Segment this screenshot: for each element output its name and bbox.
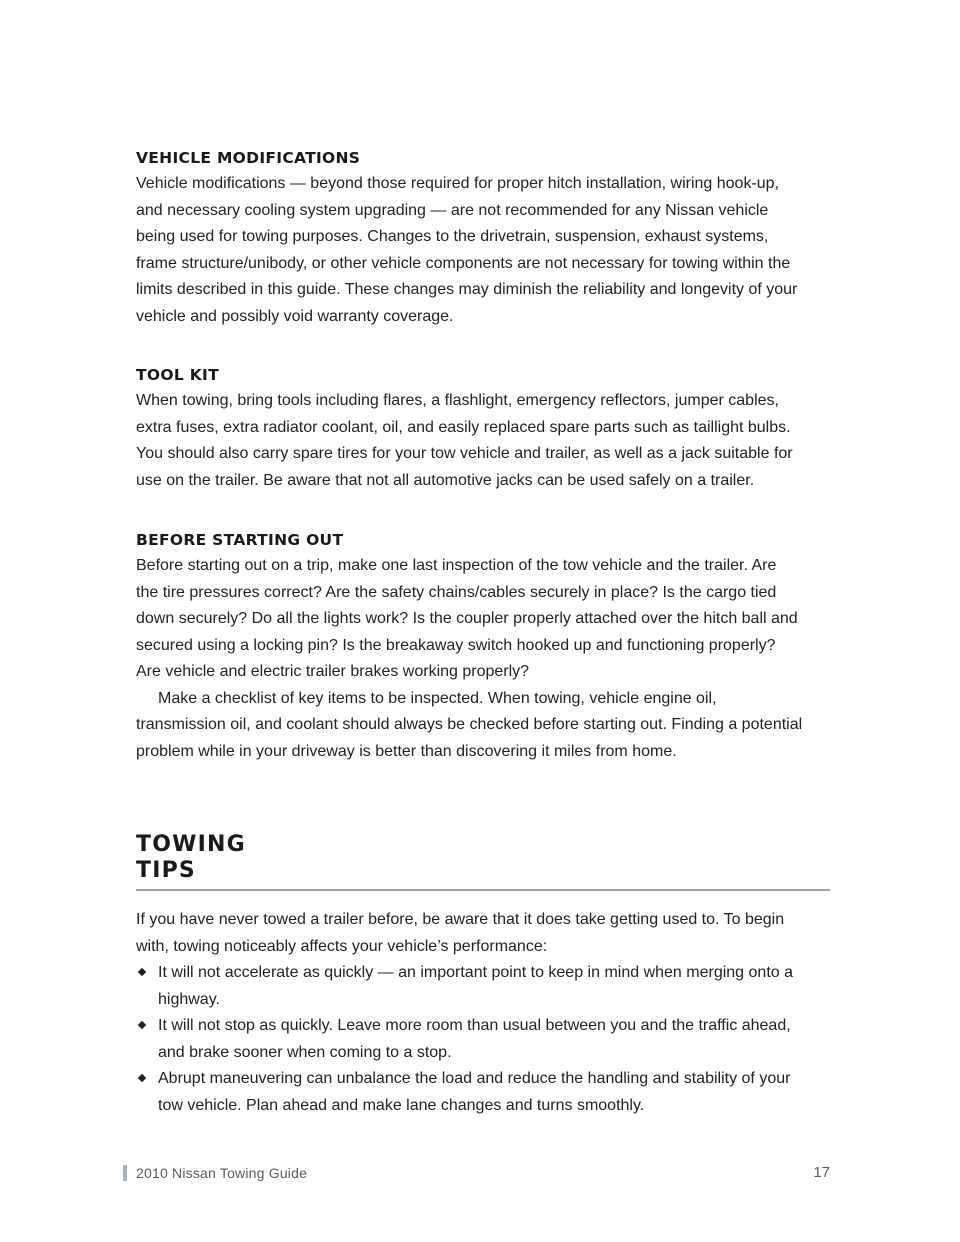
bullet-line: Abrupt maneuvering can unbalance the load and reduce the handling and stability of your xyxy=(158,1070,791,1087)
tips-list xyxy=(136,960,830,1119)
paragraph-line: use on the trailer. Be aware that not all automotive jacks can be used safely on a trailer. xyxy=(136,471,755,489)
bullet-line: and brake sooner when coming to a stop. xyxy=(158,1043,452,1061)
paragraph-line: with, towing noticeably affects your vehicle’s performance: xyxy=(136,937,548,955)
paragraph-line: the tire pressures correct? Are the safety chains/cables securely in place? Is the cargo tied xyxy=(136,583,777,601)
section-before-starting-out xyxy=(136,531,830,765)
bullet-line: tow vehicle. Plan ahead and make lane changes and turns smoothly. xyxy=(158,1096,645,1114)
page-number: 17 xyxy=(813,1164,830,1181)
paragraph-line: extra fuses, extra radiator coolant, oil, and easily replaced spare parts such as taillight bulbs. xyxy=(136,418,791,436)
paragraph-line: frame structure/unibody, or other vehicle components are not necessary for towing within the xyxy=(136,254,791,272)
section-towing-tips xyxy=(136,907,830,1119)
section-heading: VEHICLE MODIFICATIONS xyxy=(136,149,361,167)
list-item xyxy=(136,1013,830,1066)
paragraph-line: You should also carry spare tires for your tow vehicle and trailer, as well as a jack suitable for xyxy=(136,445,793,462)
towing-tips-title-line1: TOWING xyxy=(136,832,246,857)
paragraph-line: being used for towing purposes. Changes to the drivetrain, suspension, exhaust systems, xyxy=(136,228,769,245)
paragraph-line: transmission oil, and coolant should always be checked before starting out. Finding a potential xyxy=(136,716,803,733)
bullet-line: It will not stop as quickly. Leave more room than usual between you and the traffic ahead, xyxy=(158,1017,791,1034)
section-heading: TOOL KIT xyxy=(136,366,219,384)
page-footer xyxy=(123,1163,830,1185)
paragraph-line: secured using a locking pin? Is the breakaway switch hooked up and functioning properly? xyxy=(136,636,776,654)
paragraph-line: If you have never towed a trailer before, be aware that it does take getting used to. To begin xyxy=(136,911,785,928)
diamond-bullet-icon xyxy=(138,1021,146,1029)
title-divider xyxy=(136,889,830,891)
paragraph-line: problem while in your driveway is better than discovering it miles from home. xyxy=(136,742,677,760)
paragraph-line: Are vehicle and electric trailer brakes working properly? xyxy=(136,663,530,680)
bullet-line: highway. xyxy=(158,990,220,1008)
paragraph-line-indented: Make a checklist of key items to be inspected. When towing, vehicle engine oil, xyxy=(158,689,717,707)
paragraph-line: When towing, bring tools including flares, a flashlight, emergency reflectors, jumper cables, xyxy=(136,392,779,409)
footer-guide-title: 2010 Nissan Towing Guide xyxy=(136,1165,308,1181)
towing-tips-title-block xyxy=(136,832,830,891)
footer-accent-bar xyxy=(123,1165,127,1181)
section-tool-kit xyxy=(136,366,830,494)
paragraph-line: and necessary cooling system upgrading — are not recommended for any Nissan vehicle xyxy=(136,201,769,219)
list-item xyxy=(136,1066,830,1119)
towing-tips-title-line2: TIPS xyxy=(136,858,196,883)
bullet-line: It will not accelerate as quickly — an important point to keep in mind when merging onto a xyxy=(158,964,793,981)
section-heading: BEFORE STARTING OUT xyxy=(136,531,344,549)
paragraph-line: Before starting out on a trip, make one last inspection of the tow vehicle and the trailer. Are xyxy=(136,557,777,574)
diamond-bullet-icon xyxy=(138,968,146,976)
list-item xyxy=(136,960,830,1013)
paragraph-line: Vehicle modifications — beyond those required for proper hitch installation, wiring hook-up, xyxy=(136,175,780,192)
paragraph-line: vehicle and possibly void warranty coverage. xyxy=(136,307,454,325)
diamond-bullet-icon xyxy=(138,1074,146,1082)
section-vehicle-modifications xyxy=(136,149,830,330)
paragraph-line: limits described in this guide. These changes may diminish the reliability and longevity of your xyxy=(136,281,798,298)
paragraph-line: down securely? Do all the lights work? Is the coupler properly attached over the hitch ball and xyxy=(136,610,798,627)
